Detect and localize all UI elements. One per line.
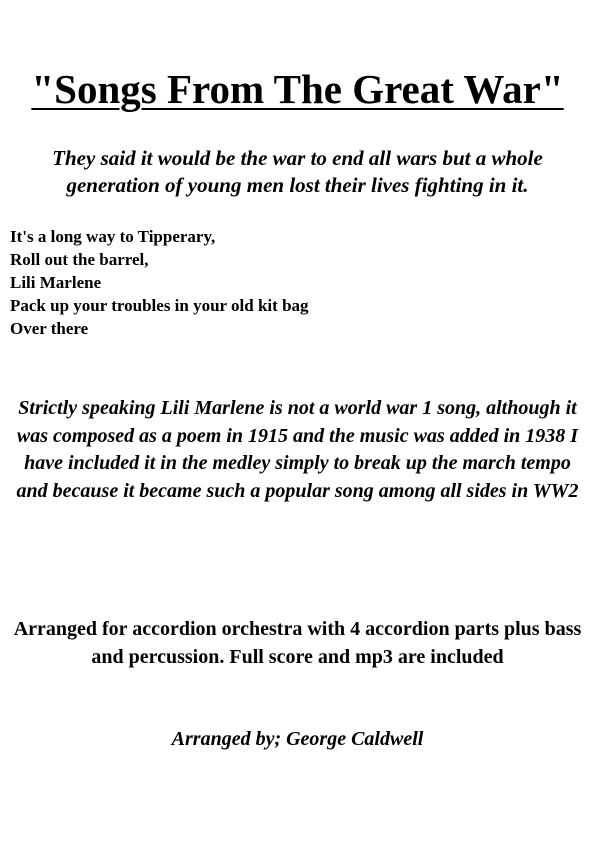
- song-list-item: Roll out the barrel,: [10, 250, 149, 269]
- song-list-item: Lili Marlene: [10, 273, 102, 292]
- song-list-item: Over there: [10, 319, 89, 338]
- song-list: [10, 225, 309, 340]
- arrangement-description: Arranged for accordion orchestra with 4 accordion parts plus bass and percussion. Full score and mp3 are included: [13, 618, 582, 668]
- document-title: "Songs From The Great War": [31, 66, 564, 112]
- song-list-item: Pack up your troubles in your old kit bag: [10, 296, 309, 315]
- arranger-credit: Arranged by; George Caldwell: [171, 728, 424, 750]
- document-subtitle: They said it would be the war to end all wars but a whole generation of young men lost their lives fighting in it.: [52, 146, 543, 197]
- lili-marlene-note: Strictly speaking Lili Marlene is not a world war 1 song, although it was composed as a poem in 1915 and the music was added in 1938 I have included it in the medley simply to break up the march tempo and because it became such a popular song among all sides in WW2: [16, 397, 579, 502]
- song-list-item: It's a long way to Tipperary,: [10, 227, 216, 246]
